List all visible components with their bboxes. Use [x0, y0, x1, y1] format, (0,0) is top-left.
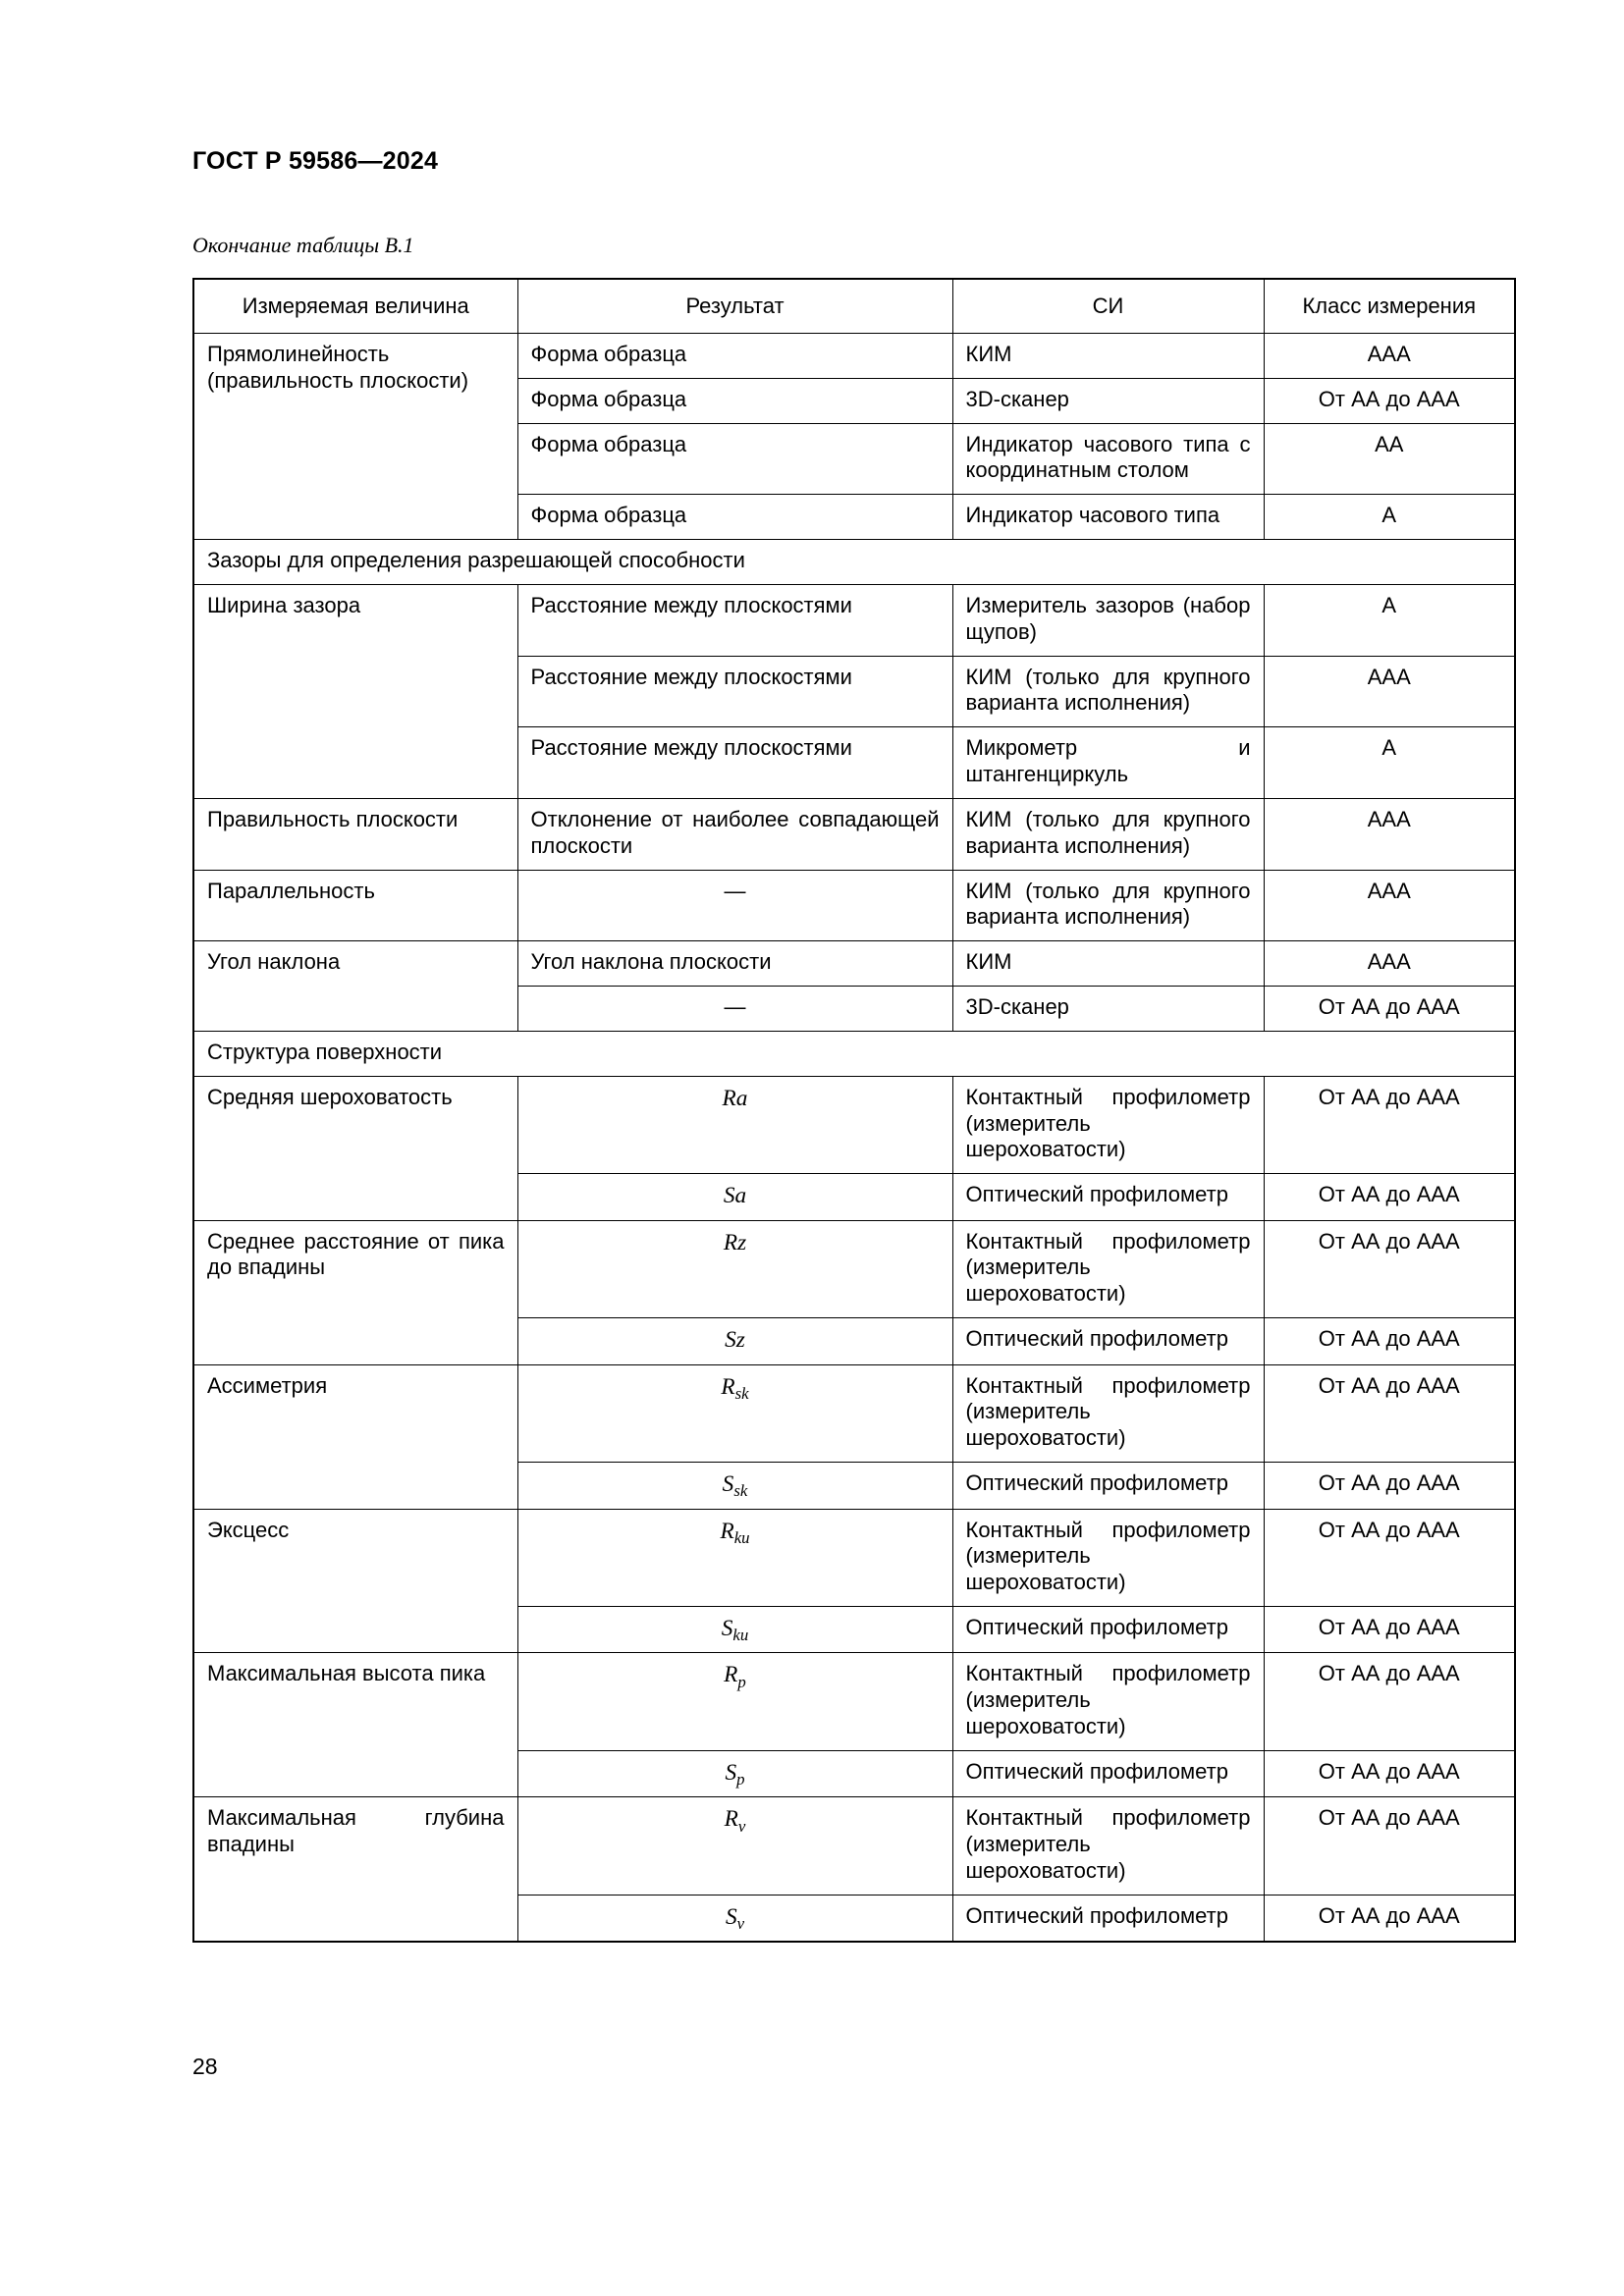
table-row — [193, 584, 1515, 656]
table-cell: От АА до ААА — [1264, 1318, 1515, 1364]
table-cell: Оптический профилометр — [952, 1318, 1264, 1364]
table-cell-parameter-symbol: $R_{ku}$ — [517, 1509, 952, 1606]
table-row — [193, 1031, 1515, 1076]
table-cell: Форма образца — [517, 495, 952, 540]
table-cell: ААА — [1264, 870, 1515, 941]
table-cell: Зазоры для определения разрешающей способности — [193, 540, 1515, 585]
table-cell: Структура поверхности — [193, 1031, 1515, 1076]
table-cell: Измеритель зазоров (набор щупов) — [952, 584, 1264, 656]
table-cell: Оптический профилометр — [952, 1463, 1264, 1509]
table-cell: ААА — [1264, 798, 1515, 870]
table-cell: Максимальная глубина впадины — [193, 1797, 517, 1942]
table-header-row — [193, 279, 1515, 334]
table-cell: Ассиметрия — [193, 1364, 517, 1509]
table-cell: Оптический профилометр — [952, 1750, 1264, 1796]
table-cell-parameter-symbol: Ra — [517, 1076, 952, 1173]
table-cell: От АА до ААА — [1264, 1606, 1515, 1652]
column-header-instrument: СИ — [952, 279, 1264, 334]
table-cell: Контактный профилометр (измеритель шероховатости) — [952, 1797, 1264, 1895]
table-cell: Расстояние между плоскостями — [517, 727, 952, 799]
table-cell: От АА до ААА — [1264, 1750, 1515, 1796]
table-cell: КИМ — [952, 941, 1264, 987]
table-cell: Контактный профилометр (измеритель шероховатости) — [952, 1509, 1264, 1606]
table-cell: А — [1264, 495, 1515, 540]
table-cell: Контактный профилометр (измеритель шероховатости) — [952, 1076, 1264, 1173]
table-cell: — — [517, 870, 952, 941]
table-cell: От АА до ААА — [1264, 1463, 1515, 1509]
table-cell-parameter-symbol: $R_p$ — [517, 1653, 952, 1750]
table-cell: КИМ (только для крупного варианта исполнения) — [952, 870, 1264, 941]
table-cell-parameter-symbol: $R_{sk}$ — [517, 1364, 952, 1462]
table-cell: Форма образца — [517, 334, 952, 379]
table-cell: ААА — [1264, 941, 1515, 987]
table-cell: Оптический профилометр — [952, 1174, 1264, 1220]
table-cell: КИМ — [952, 334, 1264, 379]
table-row — [193, 1653, 1515, 1750]
table-cell: От АА до ААА — [1264, 1509, 1515, 1606]
column-header-measurement-class: Класс измерения — [1264, 279, 1515, 334]
table-cell: 3D-сканер — [952, 987, 1264, 1032]
table-row — [193, 1509, 1515, 1606]
table-cell: ААА — [1264, 334, 1515, 379]
table-cell: КИМ (только для крупного варианта исполнения) — [952, 656, 1264, 727]
table-cell: Форма образца — [517, 423, 952, 495]
table-cell: АА — [1264, 423, 1515, 495]
table-cell-parameter-symbol: Sa — [517, 1174, 952, 1220]
table-row — [193, 334, 1515, 379]
table-cell: КИМ (только для крупного варианта исполнения) — [952, 798, 1264, 870]
table-cell: Контактный профилометр (измеритель шероховатости) — [952, 1653, 1264, 1750]
table-cell-parameter-symbol: $R_v$ — [517, 1797, 952, 1895]
table-cell: Индикатор часового типа — [952, 495, 1264, 540]
table-cell: Индикатор часового типа с координатным столом — [952, 423, 1264, 495]
measurement-table — [192, 278, 1516, 1943]
table-cell: Ширина зазора — [193, 584, 517, 798]
table-cell: От АА до ААА — [1264, 1895, 1515, 1942]
table-row — [193, 941, 1515, 987]
table-row — [193, 1220, 1515, 1317]
table-cell: От АА до ААА — [1264, 1220, 1515, 1317]
table-cell: — — [517, 987, 952, 1032]
table-cell-parameter-symbol: Rz — [517, 1220, 952, 1317]
table-cell: Форма образца — [517, 378, 952, 423]
table-cell: Прямолинейность (правильность плоскости) — [193, 334, 517, 540]
table-row — [193, 870, 1515, 941]
table-cell-parameter-symbol: $S_p$ — [517, 1750, 952, 1796]
table-caption: Окончание таблицы В.1 — [192, 233, 414, 257]
table-cell: От АА до ААА — [1264, 1653, 1515, 1750]
table-cell: От АА до ААА — [1264, 1076, 1515, 1173]
table-header — [193, 279, 1515, 334]
table-cell: Параллельность — [193, 870, 517, 941]
table-cell: А — [1264, 727, 1515, 799]
table-cell: Отклонение от наиболее совпадающей плоскости — [517, 798, 952, 870]
table-row — [193, 798, 1515, 870]
table-cell: От АА до ААА — [1264, 378, 1515, 423]
table-cell: ААА — [1264, 656, 1515, 727]
table-cell: От АА до ААА — [1264, 1364, 1515, 1462]
table-cell: Оптический профилометр — [952, 1895, 1264, 1942]
table-cell: 3D-сканер — [952, 378, 1264, 423]
column-header-measured-quantity: Измеряемая величина — [193, 279, 517, 334]
column-header-result: Результат — [517, 279, 952, 334]
table-cell: От АА до ААА — [1264, 1797, 1515, 1895]
table-cell: От АА до ААА — [1264, 1174, 1515, 1220]
table-cell: Средняя шероховатость — [193, 1076, 517, 1220]
page-number: 28 — [192, 2054, 218, 2079]
table-body — [193, 334, 1515, 1943]
table-cell: Расстояние между плоскостями — [517, 584, 952, 656]
table-cell: От АА до ААА — [1264, 987, 1515, 1032]
table-cell: Угол наклона — [193, 941, 517, 1032]
table-cell: Правильность плоскости — [193, 798, 517, 870]
table-cell: Расстояние между плоскостями — [517, 656, 952, 727]
table-cell: Среднее расстояние от пика до впадины — [193, 1220, 517, 1364]
table-cell: А — [1264, 584, 1515, 656]
doc-header: ГОСТ Р 59586—2024 — [192, 147, 439, 175]
table-cell: Контактный профилометр (измеритель шероховатости) — [952, 1364, 1264, 1462]
table-cell-parameter-symbol: $S_{ku}$ — [517, 1606, 952, 1652]
table-cell: Эксцесс — [193, 1509, 517, 1653]
table-row — [193, 1797, 1515, 1895]
table-row — [193, 540, 1515, 585]
table-cell: Оптический профилометр — [952, 1606, 1264, 1652]
table-row — [193, 1364, 1515, 1462]
table-cell-parameter-symbol: $S_{sk}$ — [517, 1463, 952, 1509]
table-cell: Микрометр и штангенциркуль — [952, 727, 1264, 799]
table-row — [193, 1076, 1515, 1173]
table-cell: Контактный профилометр (измеритель шероховатости) — [952, 1220, 1264, 1317]
table-cell: Максимальная высота пика — [193, 1653, 517, 1797]
table-cell-parameter-symbol: $S_v$ — [517, 1895, 952, 1942]
table-cell-parameter-symbol: Sz — [517, 1318, 952, 1364]
table-cell: Угол наклона плоскости — [517, 941, 952, 987]
